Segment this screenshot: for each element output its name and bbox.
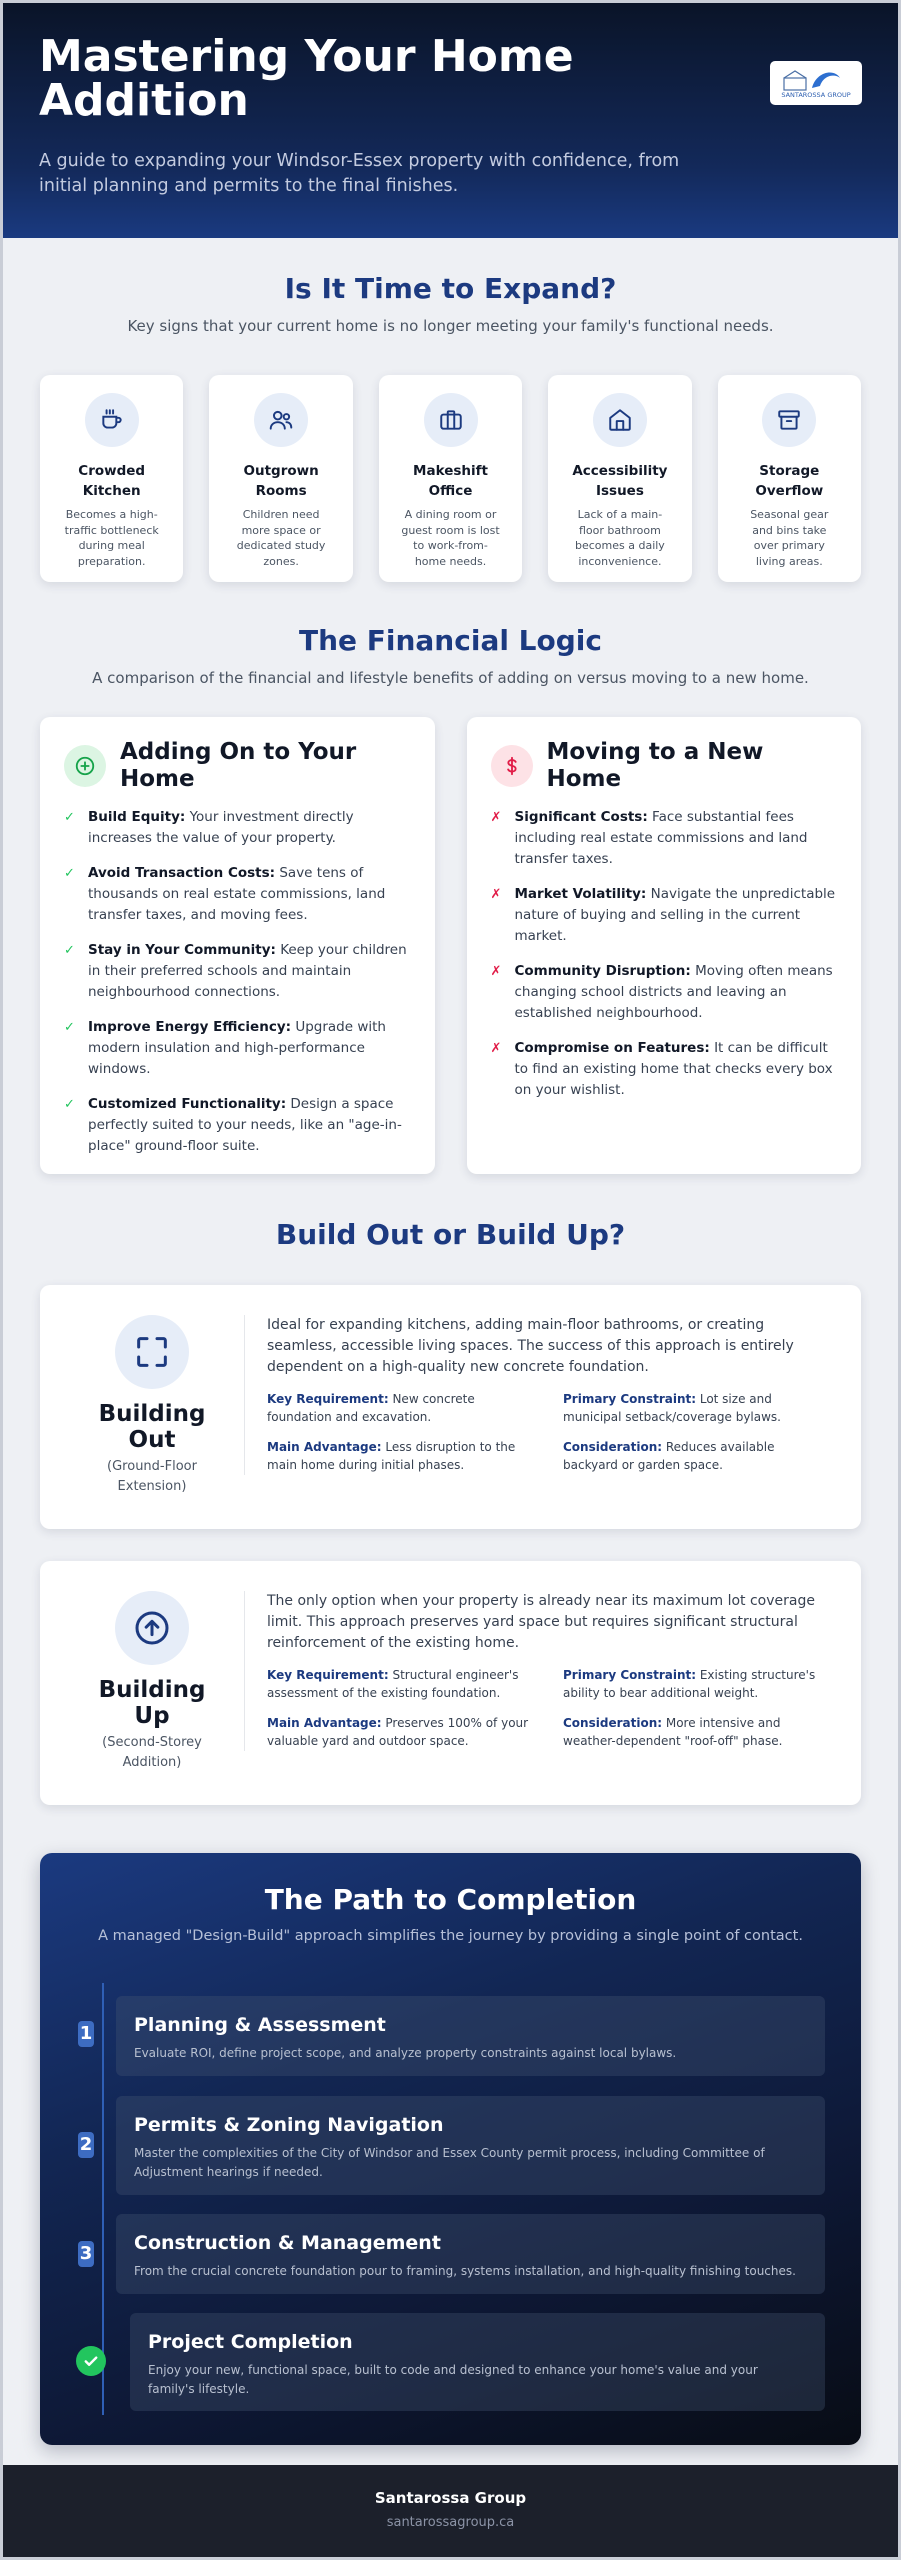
sign-text: A dining room or guest room is lost to work-from-home needs. <box>401 508 500 568</box>
key-requirement: Key Requirement: New concrete foundation and excavation. <box>267 1392 475 1424</box>
cross-icon: ✗ <box>490 810 502 825</box>
users-icon <box>254 393 308 447</box>
footer <box>3 2465 898 2557</box>
key-requirement: Key Requirement: Structural engineer's assessment of the existing foundation. <box>267 1668 519 1700</box>
building-out-card <box>40 1285 861 1529</box>
sign-card-accessibility <box>548 375 691 582</box>
step-box <box>130 2313 825 2411</box>
cross-icon: ✗ <box>490 887 502 902</box>
build-title: Build Out or Build Up? <box>275 1218 626 1251</box>
financial-section <box>3 582 898 1174</box>
check-icon: ✓ <box>64 1097 75 1112</box>
arrow-up-circle-icon <box>115 1591 189 1665</box>
step-title: Permits & Zoning Navigation <box>134 2114 444 2136</box>
expand-icon <box>115 1315 189 1389</box>
step-title: Planning & Assessment <box>134 2014 386 2036</box>
sign-title: Makeshift Office <box>413 463 488 499</box>
sign-text: Becomes a high-traffic bottleneck during meal preparation. <box>64 508 159 568</box>
building-up-description: The only option when your property is already near its maximum lot coverage limit. This approach preserves yard space but requires significant structural reinforcement of the existing home. <box>267 1593 815 1651</box>
sign-title: Outgrown Rooms <box>243 463 319 499</box>
list-item: ✗ Market Volatility: Navigate the unpredictable nature of buying and selling in the current market. <box>491 884 838 947</box>
footer-website-link[interactable]: santarossagroup.ca <box>386 2515 515 2530</box>
sign-card-rooms <box>209 375 352 582</box>
list-item: ✓ Avoid Transaction Costs: Save tens of thousands on real estate commissions, land transfer taxes, and moving fees. <box>64 863 411 926</box>
hero-header <box>3 3 898 238</box>
list-item: ✗ Compromise on Features: It can be difficult to find an existing home that checks every box on your wishlist. <box>491 1038 838 1101</box>
build-section <box>3 1174 898 1805</box>
sign-text: Seasonal gear and bins take over primary living areas. <box>750 508 829 568</box>
financial-subtitle: A comparison of the financial and lifestyle benefits of adding on versus moving to a new home. <box>92 669 809 687</box>
building-up-card <box>40 1561 861 1805</box>
list-item: ✗ Community Disruption: Moving often means changing school districts and leaving an established neighbourhood. <box>491 961 838 1024</box>
step-title: Construction & Management <box>134 2232 441 2254</box>
primary-constraint: Primary Constraint: Existing structure's ability to bear additional weight. <box>563 1668 816 1700</box>
step-box <box>116 2096 825 2195</box>
check-icon: ✓ <box>64 866 75 881</box>
consideration: Consideration: More intensive and weather-dependent "roof-off" phase. <box>563 1716 783 1748</box>
path-section <box>40 1853 861 2445</box>
footer-company-name: Santarossa Group <box>374 2489 527 2507</box>
coffee-cup-icon <box>85 393 139 447</box>
page-subtitle: A guide to expanding your Windsor-Essex property with confidence, from initial planning and permits to the final finishes. <box>39 151 680 196</box>
check-icon: ✓ <box>64 943 75 958</box>
list-item: ✓ Improve Energy Efficiency: Upgrade with modern insulation and high-performance windows. <box>64 1017 411 1080</box>
step-box <box>116 2214 825 2294</box>
building-out-subtitle: (Ground-Floor Extension) <box>107 1459 197 1494</box>
step-text: From the crucial concrete foundation pour to framing, systems installation, and high-quality finishing touches. <box>134 2264 796 2278</box>
step-number: 2 <box>78 2132 94 2158</box>
list-item: ✓ Build Equity: Your investment directly increases the value of your property. <box>64 807 411 849</box>
check-icon: ✓ <box>64 1020 75 1035</box>
cross-icon: ✗ <box>490 1041 502 1056</box>
signs-section <box>3 238 898 582</box>
main-advantage: Main Advantage: Preserves 100% of your valuable yard and outdoor space. <box>267 1716 529 1748</box>
sign-card-storage <box>718 375 861 582</box>
check-icon: ✓ <box>64 810 75 825</box>
moving-title: Moving to a New Home <box>546 739 764 792</box>
signs-subtitle: Key signs that your current home is no longer meeting your family's functional needs. <box>127 317 774 335</box>
step-text: Evaluate ROI, define project scope, and analyze property constraints against local bylaws. <box>134 2046 677 2060</box>
building-out-title: Building Out <box>98 1401 206 1453</box>
building-up-title: Building Up <box>98 1677 206 1729</box>
sign-title: Crowded Kitchen <box>78 463 146 499</box>
building-out-description: Ideal for expanding kitchens, adding main-floor bathrooms, or creating seamless, accessible living spaces. The success of this approach is entirely dependent on a high-quality new concrete foundation. <box>267 1317 794 1375</box>
path-title: The Path to Completion <box>264 1883 637 1916</box>
archive-icon <box>762 393 816 447</box>
step-title: Project Completion <box>148 2331 353 2353</box>
consideration: Consideration: Reduces available backyard or garden space. <box>563 1440 775 1472</box>
sign-card-office <box>379 375 522 582</box>
checkmark-icon <box>76 2346 106 2376</box>
sign-card-kitchen <box>40 375 183 582</box>
adding-on-card <box>40 717 435 1174</box>
path-subtitle: A managed "Design-Build" approach simplifies the journey by providing a single point of contact. <box>98 1928 803 1944</box>
company-logo <box>770 61 862 105</box>
plus-circle-icon <box>64 745 106 787</box>
sign-title: Storage Overflow <box>755 463 824 499</box>
briefcase-icon <box>424 393 478 447</box>
adding-on-title: Adding On to Your Home <box>120 739 357 792</box>
sign-text: Lack of a main-floor bathroom becomes a daily inconvenience. <box>575 508 665 568</box>
list-item: ✓ Stay in Your Community: Keep your children in their preferred schools and maintain neighbourhood connections. <box>64 940 411 1003</box>
sign-text: Children need more space or dedicated study zones. <box>236 508 326 568</box>
cross-icon: ✗ <box>490 964 502 979</box>
dollar-icon <box>491 745 533 787</box>
list-item: ✗ Significant Costs: Face substantial fees including real estate commissions and land transfer taxes. <box>491 807 838 870</box>
step-box <box>116 1996 825 2076</box>
building-up-subtitle: (Second-Storey Addition) <box>102 1735 202 1770</box>
signs-title: Is It Time to Expand? <box>284 272 617 305</box>
step-number: 3 <box>78 2241 94 2267</box>
primary-constraint: Primary Constraint: Lot size and municipal setback/coverage bylaws. <box>563 1392 781 1424</box>
financial-title: The Financial Logic <box>298 624 602 657</box>
sign-title: Accessibility Issues <box>572 463 668 499</box>
logo-text: SANTAROSSA GROUP <box>781 91 851 99</box>
moving-card <box>467 717 862 1174</box>
step-number: 1 <box>78 2021 94 2047</box>
list-item: ✓ Customized Functionality: Design a space perfectly suited to your needs, like an "age-in-place" ground-floor suite. <box>64 1094 411 1157</box>
step-text: Master the complexities of the City of Windsor and Essex County permit process, including Committee of Adjustment hearings if needed. <box>134 2146 765 2179</box>
home-icon <box>593 393 647 447</box>
main-advantage: Main Advantage: Less disruption to the main home during initial phases. <box>267 1440 516 1472</box>
step-text: Enjoy your new, functional space, built to code and designed to enhance your home's value and your family's lifestyle. <box>148 2363 758 2396</box>
page-title: Mastering Your Home Addition <box>39 31 574 126</box>
